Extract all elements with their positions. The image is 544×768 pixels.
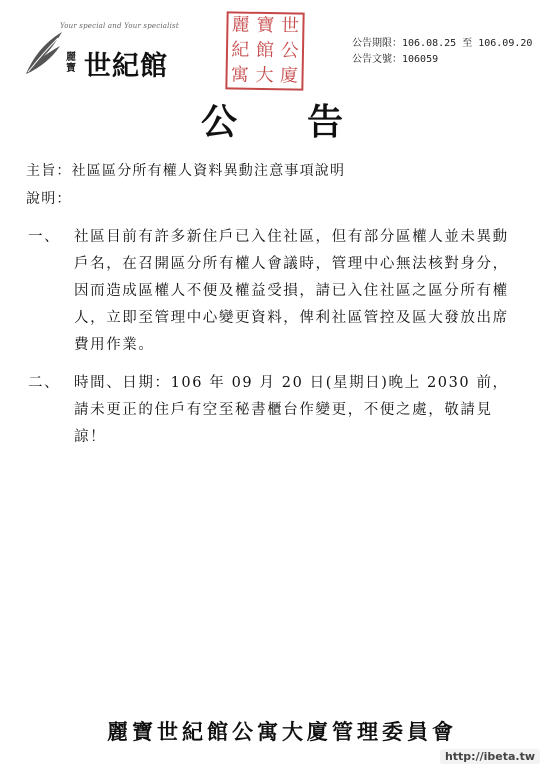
feather-quill-icon (22, 28, 66, 78)
notice-period (352, 36, 532, 52)
issuer-signature: 麗寶世紀館公寓大廈管理委員會 (107, 719, 457, 744)
logo-small-text: 麗寶 (66, 52, 76, 74)
seal-char: 公 (280, 40, 299, 62)
explanation-label: 說明： (26, 191, 72, 207)
item-text: 時間、日期：106 年 09 月 20 日(星期日)晚上 2030 前，請未更正的住戶有空至秘書櫃台作變更，不便之處，敬請見諒！ (74, 375, 509, 445)
seal-char: 寶 (256, 15, 275, 37)
item-number: 一、 (28, 229, 61, 245)
period-label: 公告期限： (352, 38, 402, 49)
notice-doc-number (352, 52, 532, 68)
period-value: 106.08.25 至 106.09.20 (402, 38, 533, 49)
seal-char: 世 (280, 15, 300, 37)
notice-meta (352, 36, 532, 68)
company-logo (22, 20, 179, 84)
site-watermark: http://ibeta.tw (440, 749, 540, 764)
seal-char: 寓 (230, 64, 250, 86)
seal-char: 廈 (280, 64, 299, 87)
doc-value: 106059 (402, 54, 439, 65)
notice-title: 公告 (200, 101, 413, 143)
seal-char: 館 (255, 39, 275, 62)
item-text: 社區目前有許多新住戶已入住社區，但有部分區權人並未異動戶名，在召開區分所有權人會議時，管理中心無法核對身分，因而造成區權人不便及權益受損，請已入住社區之區分所有權人，立即至管理中心變更資料，俾利社區管控及區大發放出席費用作業。 (74, 229, 509, 353)
item-number: 二、 (28, 375, 61, 391)
logo-brand-name: 世紀館 (84, 51, 168, 82)
doc-label: 公告文號： (352, 54, 402, 65)
seal-char: 紀 (231, 39, 250, 61)
official-seal-stamp (225, 11, 304, 90)
logo-script-text: Your special and Your specialist (60, 22, 179, 30)
notice-subject: 主旨：社區區分所有權人資料異動注意事項說明 (26, 163, 346, 179)
seal-char: 麗 (231, 14, 250, 37)
notice-item (28, 224, 528, 364)
seal-char: 大 (255, 64, 274, 86)
notice-item (28, 370, 528, 460)
